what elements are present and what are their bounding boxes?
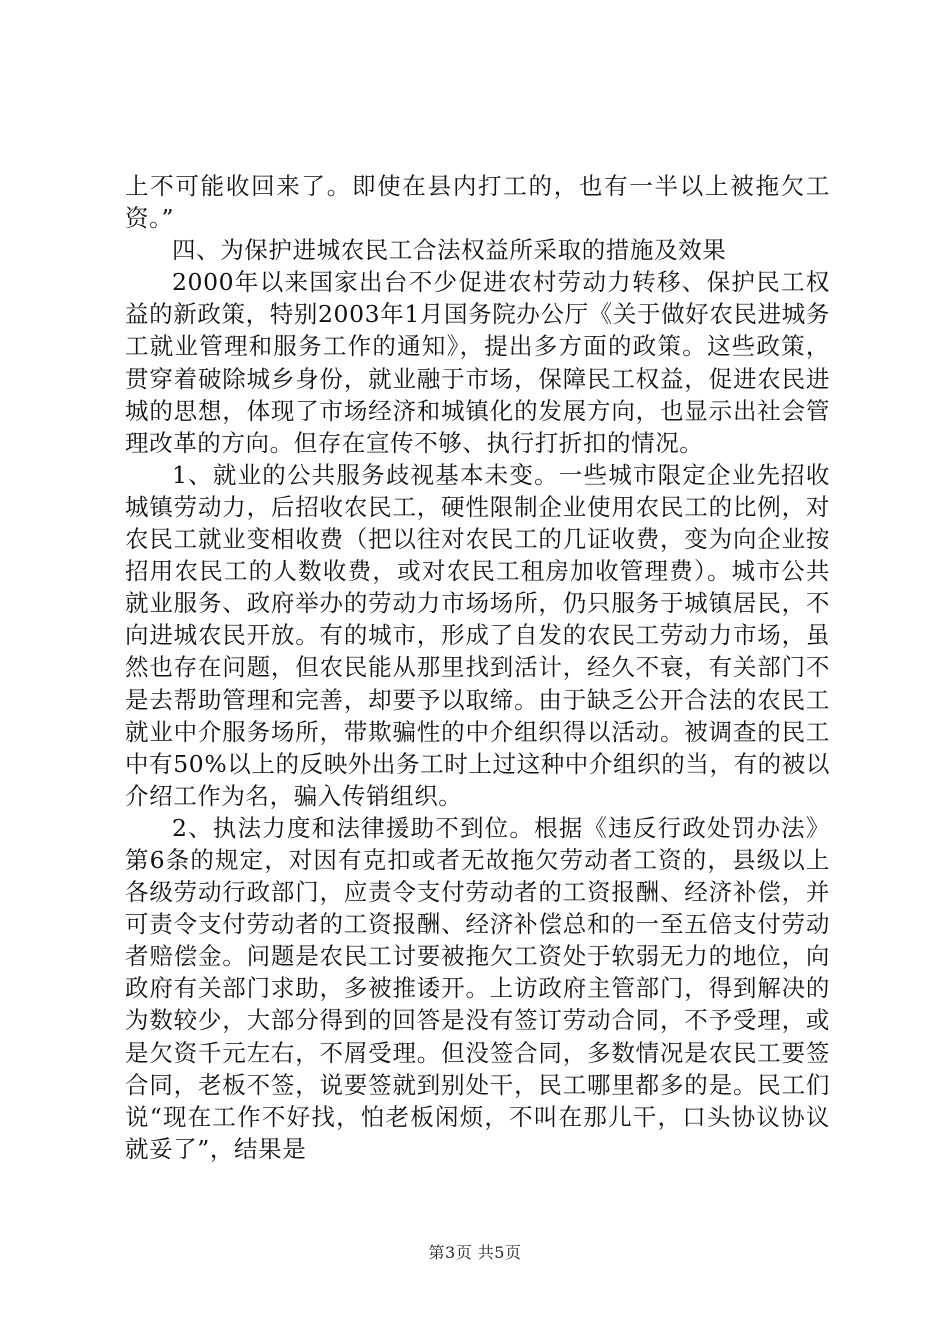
page-footer: 第3页 共5页 <box>428 1243 522 1262</box>
paragraph-policy: 2000年以来国家出台不少促进农村劳动力转移、保护民工权益的新政策，特别2003年1月国务院办公厅《关于做好农民进城务工就业管理和服务工作的通知》，提出多方面的政策。这些政策，贯穿着破除城乡身份，就业融于市场，保障民工权益，促进农民进城的思想，体现了市场经济和城镇化的发展方向，也显示出社会管理改革的方向。但存在宣传不够、执行打折扣的情况。 <box>125 268 830 457</box>
document-body <box>125 170 830 1165</box>
paragraph-point-2: 2、执法力度和法律援助不到位。根据《违反行政处罚办法》第6条的规定，对因有克扣或者无故拖欠劳动者工资的，县级以上各级劳动行政部门，应责令支付劳动者的工资报酬、经济补偿，并可责令支付劳动者的工资报酬、经济补偿总和的一至五倍支付劳动者赔偿金。问题是农民工讨要被拖欠工资处于软弱无力的地位，向政府有关部门求助，多被推诿开。上访政府主管部门，得到解决的为数较少，大部分得到的回答是没有签订劳动合同，不予受理，或是欠资千元左右，不屑受理。但没签合同，多数情况是农民工要签合同，老板不签，说要签就到别处干，民工哪里都多的是。民工们说“现在工作不好找，怕老板闲烦，不叫在那儿干，口头协议协议就妥了”，结果是 <box>125 813 830 1163</box>
paragraph-point-1: 1、就业的公共服务歧视基本未变。一些城市限定企业先招收城镇劳动力，后招收农民工，硬性限制企业使用农民工的比例，对农民工就业变相收费（把以往对农民工的几证收费，变为向企业按招用农民工的人数收费，或对农民工租房加收管理费）。城市公共就业服务、政府举办的劳动力市场场所，仍只服务于城镇居民，不向进城农民开放。有的城市，形成了自发的农民工劳动力市场，虽然也存在问题，但农民能从那里找到活计，经久不衰，有关部门不是去帮助管理和完善，却要予以取缔。由于缺乏公开合法的农民工就业中介服务场所，带欺骗性的中介组织得以活动。被调查的民工中有50%以上的反映外出务工时上过这种中介组织的当，有的被以介绍工作为名，骗入传销组织。 <box>125 460 830 810</box>
paragraph-continuation: 上不可能收回来了。即使在县内打工的，也有一半以上被拖欠工资。” <box>125 172 830 233</box>
section-heading: 四、为保护进城农民工合法权益所采取的措施及效果 <box>172 236 727 265</box>
